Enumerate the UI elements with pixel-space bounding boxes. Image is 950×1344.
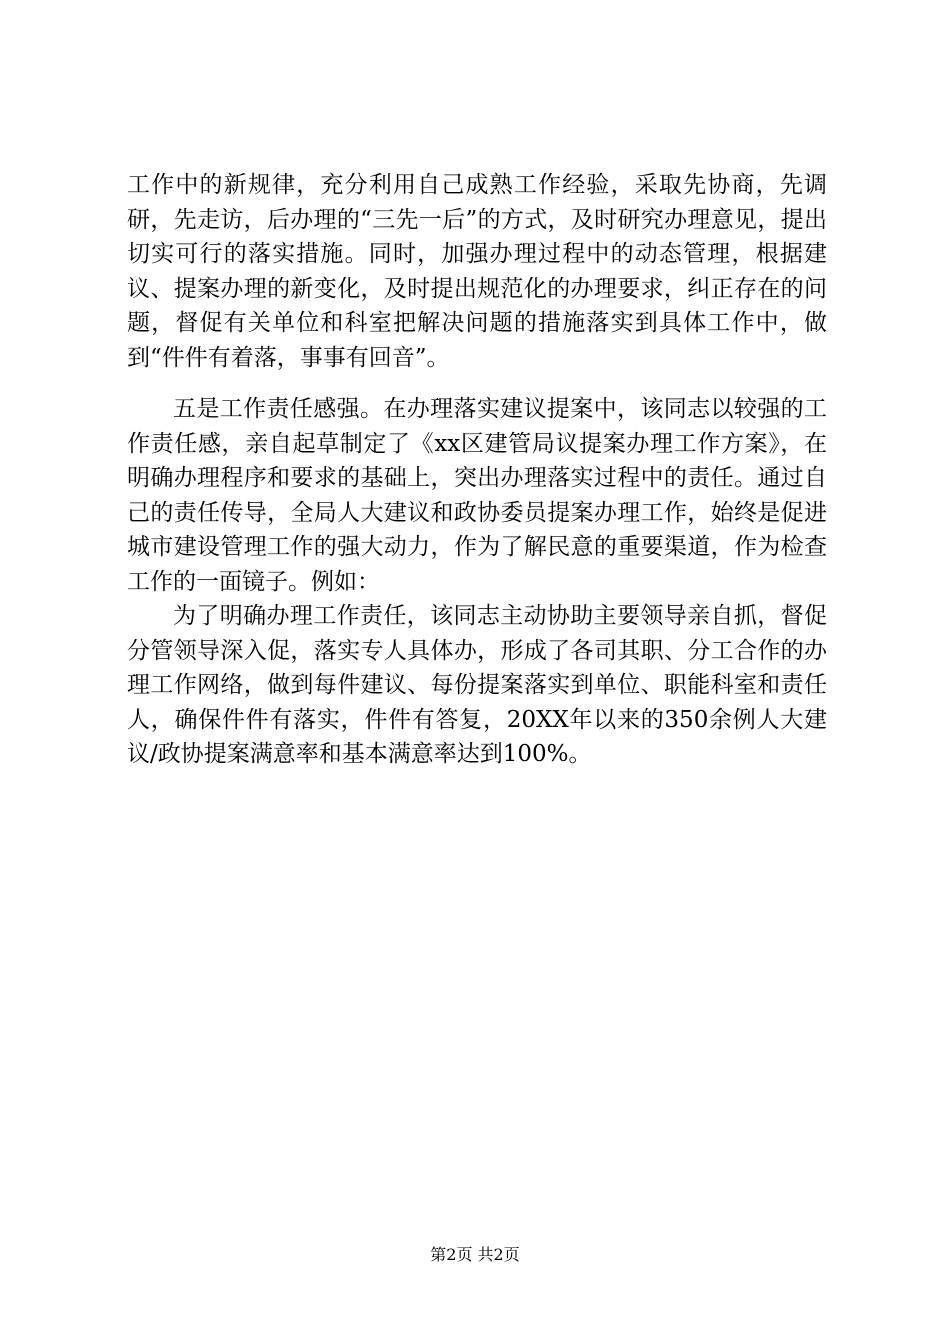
page-footer: 第2页 共2页 [430,1245,520,1264]
document-body [127,168,827,772]
paragraph-responsibility: 五是工作责任感强。在办理落实建议提案中，该同志以较强的工作责任感，亲自起草制定了《xx区建管局议提案办理工作方案》，在明确办理程序和要求的基础上，突出办理落实过程中的责任。通过自己的责任传导，全局人大建议和政协委员提案办理工作，始终是促进城市建设管理工作的强大动力，作为了解民意的重要渠道，作为检查工作的一面镜子。例如： [127,396,827,595]
paragraph-continuation: 工作中的新规律，充分利用自己成熟工作经验，采取先协商，先调研，先走访，后办理的“三先一后”的方式，及时研究办理意见，提出切实可行的落实措施。同时，加强办理过程中的动态管理，根据建议、提案办理的新变化，及时提出规范化的办理要求，纠正存在的问题，督促有关单位和科室把解决问题的措施落实到具体工作中，做到“件件有着落，事事有回音”。 [127,172,827,371]
paragraph-example: 为了明确办理工作责任，该同志主动协助主要领导亲自抓，督促分管领导深入促，落实专人具体办，形成了各司其职、分工合作的办理工作网络，做到每件建议、每份提案落实到单位、职能科室和责任人，确保件件有落实，件件有答复，20XX年以来的350余例人大建议/政协提案满意率和基本满意率达到100%。 [127,603,827,767]
